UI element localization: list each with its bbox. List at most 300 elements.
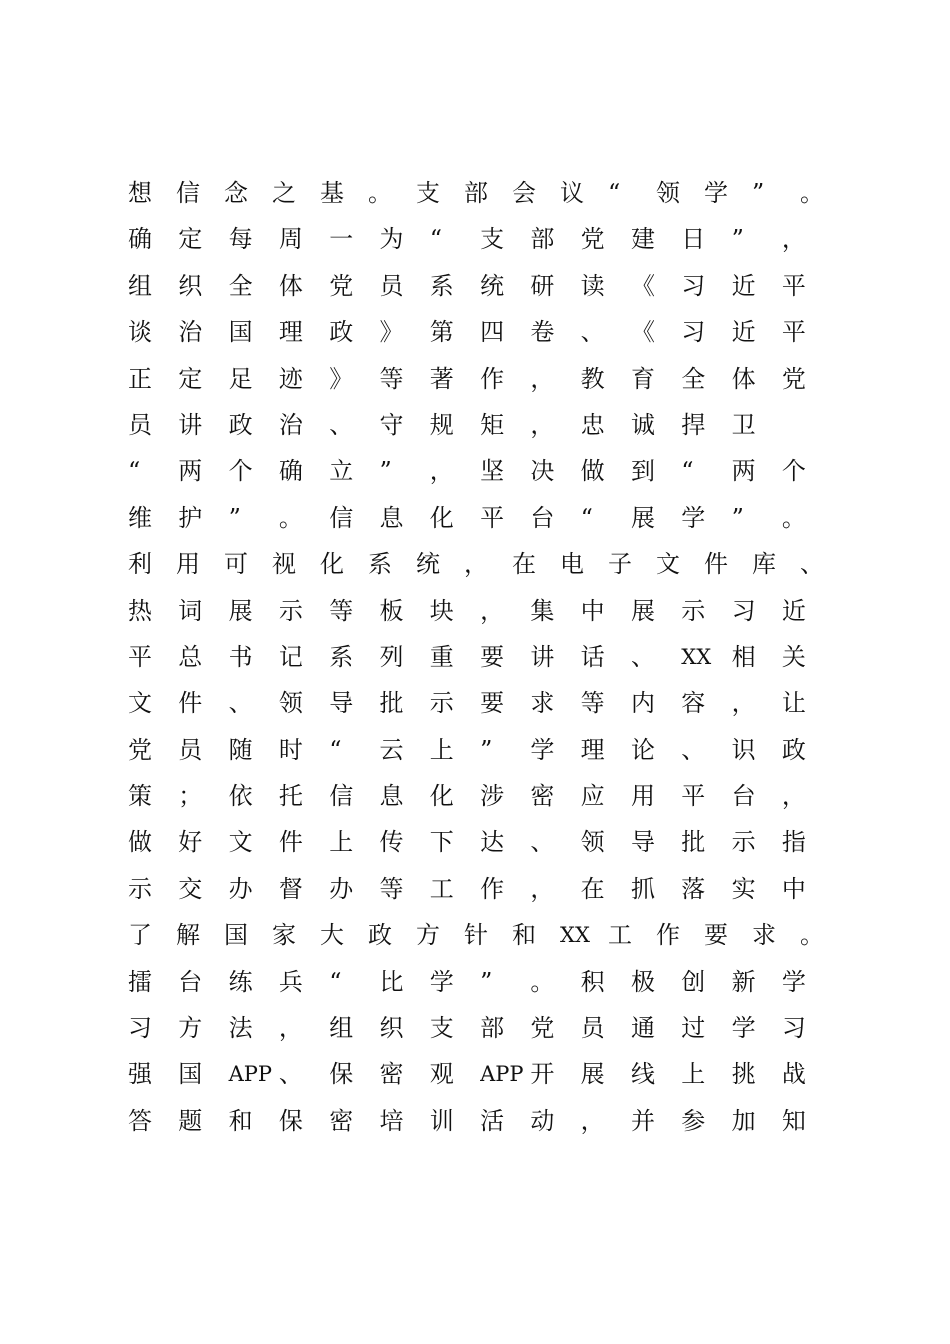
glyph: 训 xyxy=(429,1106,454,1135)
glyph: 平 xyxy=(681,782,706,811)
glyph: 导 xyxy=(630,828,655,857)
glyph: ” xyxy=(731,225,744,254)
body-text xyxy=(128,170,848,1144)
glyph: 和 xyxy=(512,921,536,950)
glyph: 化 xyxy=(429,782,454,811)
text-line xyxy=(128,495,848,541)
glyph: 矩 xyxy=(480,410,505,439)
text-line xyxy=(128,448,848,494)
glyph: 政 xyxy=(228,410,253,439)
glyph: 强 xyxy=(128,1060,152,1089)
glyph: 可 xyxy=(224,550,248,579)
glyph: 组 xyxy=(128,271,152,300)
glyph: 、 xyxy=(329,410,354,439)
glyph: 体 xyxy=(731,364,756,393)
glyph: 作 xyxy=(480,364,505,393)
glyph: 过 xyxy=(681,1014,706,1043)
glyph: 交 xyxy=(178,874,203,903)
glyph: 日 xyxy=(681,225,706,254)
glyph: 工 xyxy=(429,874,454,903)
glyph: 新 xyxy=(731,967,756,996)
glyph: 等 xyxy=(329,596,354,625)
glyph: 家 xyxy=(272,921,296,950)
glyph: 办 xyxy=(228,874,253,903)
glyph: 擂 xyxy=(128,967,152,996)
glyph: 、 xyxy=(681,735,706,764)
glyph: 上 xyxy=(429,735,454,764)
glyph: 员 xyxy=(580,1014,605,1043)
glyph: ， xyxy=(580,1106,605,1135)
glyph: 、 xyxy=(278,1060,303,1089)
glyph: 答 xyxy=(128,1106,152,1135)
glyph: 件 xyxy=(278,828,303,857)
glyph: 策 xyxy=(128,782,152,811)
text-line xyxy=(128,819,848,865)
glyph: 等 xyxy=(580,689,605,718)
glyph: 子 xyxy=(608,550,632,579)
glyph: 线 xyxy=(630,1060,655,1089)
glyph: 文 xyxy=(128,689,152,718)
glyph: 党 xyxy=(329,271,354,300)
glyph: 列 xyxy=(379,642,404,671)
glyph: 督 xyxy=(278,874,303,903)
glyph: 参 xyxy=(681,1106,706,1135)
text-line xyxy=(128,680,848,726)
text-line xyxy=(128,773,848,819)
glyph: 示 xyxy=(278,596,303,625)
glyph: 云 xyxy=(379,735,404,764)
glyph: 件 xyxy=(704,550,728,579)
glyph: 下 xyxy=(429,828,454,857)
glyph: 织 xyxy=(379,1014,404,1043)
glyph: 坚 xyxy=(480,457,505,486)
glyph: 。 xyxy=(368,179,392,207)
glyph: 容 xyxy=(681,689,706,718)
glyph: 题 xyxy=(178,1106,203,1135)
glyph: 知 xyxy=(781,1106,806,1135)
glyph: XX xyxy=(560,923,590,948)
glyph: 展 xyxy=(580,1060,605,1089)
glyph: 在 xyxy=(512,550,536,579)
glyph: 视 xyxy=(272,550,296,579)
glyph: 用 xyxy=(630,782,655,811)
glyph: 办 xyxy=(329,874,354,903)
glyph: 示 xyxy=(731,828,756,857)
glyph: 积 xyxy=(580,967,605,996)
glyph: 创 xyxy=(681,967,706,996)
glyph: 、 xyxy=(580,318,605,347)
glyph: 好 xyxy=(178,828,203,857)
glyph: 每 xyxy=(228,225,253,254)
glyph: 卫 xyxy=(731,410,756,439)
glyph: 批 xyxy=(379,689,404,718)
glyph: 诚 xyxy=(630,410,655,439)
glyph: 《 xyxy=(630,318,655,347)
glyph: 国 xyxy=(228,318,253,347)
glyph: 等 xyxy=(379,364,404,393)
glyph: 观 xyxy=(429,1060,454,1089)
glyph: ， xyxy=(429,457,454,486)
glyph: 护 xyxy=(178,503,203,532)
glyph: 中 xyxy=(781,874,806,903)
glyph: 等 xyxy=(379,874,404,903)
glyph: ” xyxy=(752,179,765,207)
glyph: “ xyxy=(329,967,342,996)
glyph: 工 xyxy=(608,921,632,950)
glyph: 到 xyxy=(630,457,655,486)
glyph: 领 xyxy=(278,689,303,718)
glyph: 捍 xyxy=(681,410,706,439)
text-line xyxy=(128,1051,848,1097)
glyph: 忠 xyxy=(580,410,605,439)
glyph: ” xyxy=(228,503,241,532)
glyph: 抓 xyxy=(630,874,655,903)
text-line xyxy=(128,727,848,773)
glyph: 保 xyxy=(278,1106,303,1135)
glyph: 做 xyxy=(128,828,152,857)
glyph: 板 xyxy=(379,596,404,625)
glyph: 念 xyxy=(224,179,248,207)
glyph: 之 xyxy=(272,179,296,207)
glyph: 方 xyxy=(416,921,440,950)
glyph: 上 xyxy=(329,828,354,857)
glyph: 台 xyxy=(530,503,555,532)
text-line xyxy=(128,1098,848,1144)
glyph: 识 xyxy=(731,735,756,764)
glyph: 政 xyxy=(781,735,806,764)
glyph: 传 xyxy=(379,828,404,857)
glyph: 周 xyxy=(278,225,303,254)
glyph: 培 xyxy=(379,1106,404,1135)
glyph: “ xyxy=(329,735,342,764)
glyph: 党 xyxy=(580,225,605,254)
glyph: 体 xyxy=(278,271,303,300)
glyph: 习 xyxy=(781,1014,806,1043)
glyph: 通 xyxy=(630,1014,655,1043)
glyph: 平 xyxy=(781,271,806,300)
glyph: 利 xyxy=(128,550,152,579)
glyph: 指 xyxy=(781,828,806,857)
glyph: 治 xyxy=(278,410,303,439)
glyph: 近 xyxy=(731,318,756,347)
glyph: APP xyxy=(480,1062,524,1087)
text-line xyxy=(128,912,848,958)
glyph: 讲 xyxy=(178,410,203,439)
glyph: 解 xyxy=(176,921,200,950)
glyph: 》 xyxy=(329,364,354,393)
glyph: 内 xyxy=(630,689,655,718)
glyph: 化 xyxy=(429,503,454,532)
glyph: 保 xyxy=(329,1060,354,1089)
glyph: 动 xyxy=(530,1106,555,1135)
glyph: ” xyxy=(731,503,744,532)
glyph: 学 xyxy=(429,967,454,996)
glyph: 、 xyxy=(800,550,824,579)
glyph: 议 xyxy=(560,179,584,207)
glyph: 息 xyxy=(379,503,404,532)
glyph: APP xyxy=(228,1062,273,1087)
glyph: 书 xyxy=(228,642,253,671)
glyph: 政 xyxy=(368,921,392,950)
glyph: 集 xyxy=(530,596,555,625)
glyph: 个 xyxy=(228,457,253,486)
glyph: 领 xyxy=(580,828,605,857)
glyph: 应 xyxy=(580,782,605,811)
glyph: 《 xyxy=(630,271,655,300)
glyph: 大 xyxy=(320,921,344,950)
glyph: 平 xyxy=(480,503,505,532)
glyph: 。 xyxy=(781,503,806,532)
glyph: 密 xyxy=(379,1060,404,1089)
glyph: 极 xyxy=(630,967,655,996)
glyph: 记 xyxy=(278,642,303,671)
text-line xyxy=(128,216,848,262)
glyph: 活 xyxy=(480,1106,505,1135)
glyph: ” xyxy=(480,735,493,764)
glyph: 开 xyxy=(530,1060,555,1089)
glyph: 学 xyxy=(530,735,555,764)
glyph: 定 xyxy=(178,225,203,254)
text-line xyxy=(128,588,848,634)
glyph: 支 xyxy=(416,179,440,207)
glyph: 学 xyxy=(704,179,728,207)
glyph: 。 xyxy=(278,503,303,532)
glyph: 学 xyxy=(681,503,706,532)
glyph: 员 xyxy=(379,271,404,300)
glyph: 支 xyxy=(429,1014,454,1043)
glyph: 了 xyxy=(128,921,152,950)
glyph: 词 xyxy=(178,596,203,625)
glyph: 正 xyxy=(128,364,152,393)
glyph: 比 xyxy=(379,967,404,996)
text-line xyxy=(128,402,848,448)
glyph: 电 xyxy=(560,550,584,579)
glyph: 部 xyxy=(464,179,488,207)
glyph: 治 xyxy=(178,318,203,347)
glyph: 加 xyxy=(731,1106,756,1135)
glyph: 信 xyxy=(329,782,354,811)
glyph: 批 xyxy=(681,828,706,857)
glyph: 要 xyxy=(480,689,505,718)
glyph: 要 xyxy=(704,921,728,950)
glyph: ； xyxy=(178,782,203,811)
glyph: 依 xyxy=(228,782,253,811)
glyph: 学 xyxy=(731,1014,756,1043)
glyph: 随 xyxy=(228,735,253,764)
glyph: XX xyxy=(681,644,712,669)
glyph: 领 xyxy=(656,179,680,207)
glyph: 读 xyxy=(580,271,605,300)
glyph: 个 xyxy=(781,457,806,486)
glyph: 时 xyxy=(278,735,303,764)
glyph: 第 xyxy=(429,318,454,347)
glyph: 作 xyxy=(656,921,680,950)
glyph: ， xyxy=(278,1014,303,1043)
glyph: “ xyxy=(681,457,694,486)
glyph: 全 xyxy=(681,364,706,393)
glyph: “ xyxy=(608,179,621,207)
glyph: 中 xyxy=(580,596,605,625)
glyph: 并 xyxy=(630,1106,655,1135)
glyph: 迹 xyxy=(278,364,303,393)
glyph: ， xyxy=(731,689,756,718)
glyph: 系 xyxy=(368,550,392,579)
glyph: 讲 xyxy=(530,642,555,671)
glyph: 政 xyxy=(329,318,354,347)
glyph: 挑 xyxy=(731,1060,756,1089)
text-line xyxy=(128,959,848,1005)
text-line xyxy=(128,309,848,355)
glyph: ， xyxy=(464,550,488,579)
glyph: 求 xyxy=(530,689,555,718)
glyph: 文 xyxy=(656,550,680,579)
glyph: 信 xyxy=(176,179,200,207)
glyph: 导 xyxy=(329,689,354,718)
glyph: ， xyxy=(530,874,555,903)
glyph: 密 xyxy=(329,1106,354,1135)
glyph: 习 xyxy=(681,318,706,347)
glyph: 著 xyxy=(429,364,454,393)
glyph: 想 xyxy=(128,179,152,207)
glyph: 息 xyxy=(379,782,404,811)
glyph: 、 xyxy=(630,642,655,671)
text-line xyxy=(128,634,848,680)
glyph: 定 xyxy=(178,364,203,393)
glyph: 确 xyxy=(128,225,152,254)
text-line xyxy=(128,541,848,587)
glyph: 练 xyxy=(228,967,253,996)
glyph: 。 xyxy=(800,179,824,207)
glyph: 系 xyxy=(429,271,454,300)
glyph: 让 xyxy=(781,689,806,718)
glyph: 、 xyxy=(530,828,555,857)
glyph: 针 xyxy=(464,921,488,950)
glyph: 上 xyxy=(681,1060,706,1089)
glyph: 平 xyxy=(781,318,806,347)
glyph: 展 xyxy=(630,596,655,625)
glyph: 党 xyxy=(530,1014,555,1043)
glyph: 做 xyxy=(580,457,605,486)
glyph: 建 xyxy=(630,225,655,254)
glyph: 育 xyxy=(630,364,655,393)
glyph: 习 xyxy=(128,1014,152,1043)
glyph: 党 xyxy=(781,364,806,393)
glyph: 。 xyxy=(800,921,824,950)
glyph: 重 xyxy=(429,642,454,671)
glyph: 库 xyxy=(752,550,776,579)
glyph: 作 xyxy=(480,874,505,903)
glyph: 部 xyxy=(480,1014,505,1043)
glyph: 党 xyxy=(128,735,152,764)
glyph: 立 xyxy=(329,457,354,486)
glyph: 两 xyxy=(731,457,756,486)
text-line xyxy=(128,1005,848,1051)
glyph: 密 xyxy=(530,782,555,811)
glyph: 相 xyxy=(731,642,756,671)
glyph: 方 xyxy=(178,1014,203,1043)
glyph: 法 xyxy=(228,1014,253,1043)
glyph: 织 xyxy=(178,271,203,300)
glyph: 谈 xyxy=(128,318,152,347)
glyph: 足 xyxy=(228,364,253,393)
glyph: “ xyxy=(429,225,443,254)
glyph: 基 xyxy=(320,179,344,207)
glyph: 》 xyxy=(379,318,404,347)
text-line xyxy=(128,866,848,912)
glyph: 教 xyxy=(580,364,605,393)
glyph: 理 xyxy=(580,735,605,764)
glyph: 化 xyxy=(320,550,344,579)
glyph: 习 xyxy=(681,271,706,300)
glyph: ， xyxy=(781,782,806,811)
glyph: 支 xyxy=(480,225,505,254)
glyph: 台 xyxy=(178,967,203,996)
glyph: ， xyxy=(530,364,555,393)
glyph: 总 xyxy=(178,642,203,671)
glyph: 近 xyxy=(731,271,756,300)
glyph: 关 xyxy=(781,642,806,671)
glyph: 展 xyxy=(228,596,253,625)
glyph: 话 xyxy=(580,642,605,671)
glyph: 确 xyxy=(278,457,303,486)
glyph: 卷 xyxy=(530,318,555,347)
glyph: 决 xyxy=(530,457,555,486)
glyph: 国 xyxy=(178,1060,203,1089)
glyph: 守 xyxy=(379,410,404,439)
glyph: 展 xyxy=(630,503,655,532)
glyph: 件 xyxy=(178,689,203,718)
glyph: 为 xyxy=(379,225,404,254)
glyph: 求 xyxy=(752,921,776,950)
text-line xyxy=(128,170,848,216)
glyph: 平 xyxy=(128,642,152,671)
glyph: ， xyxy=(781,225,806,254)
glyph: 、 xyxy=(228,689,253,718)
glyph: 信 xyxy=(329,503,354,532)
glyph: 示 xyxy=(429,689,454,718)
glyph: 部 xyxy=(530,225,555,254)
glyph: 统 xyxy=(480,271,505,300)
glyph: 国 xyxy=(224,921,248,950)
glyph: 实 xyxy=(731,874,756,903)
glyph: ” xyxy=(480,967,493,996)
glyph: 涉 xyxy=(480,782,505,811)
glyph: 示 xyxy=(128,874,152,903)
glyph: 用 xyxy=(176,550,200,579)
glyph: 理 xyxy=(278,318,303,347)
glyph: 和 xyxy=(228,1106,253,1135)
glyph: ， xyxy=(530,410,555,439)
glyph: 学 xyxy=(781,967,806,996)
glyph: “ xyxy=(128,457,141,486)
glyph: 台 xyxy=(731,782,756,811)
glyph: 。 xyxy=(530,967,555,996)
glyph: 统 xyxy=(416,550,440,579)
glyph: 论 xyxy=(630,735,655,764)
glyph: 习 xyxy=(731,596,756,625)
glyph: “ xyxy=(580,503,593,532)
glyph: 规 xyxy=(429,410,454,439)
glyph: 文 xyxy=(228,828,253,857)
glyph: 兵 xyxy=(278,967,303,996)
glyph: 研 xyxy=(530,271,555,300)
glyph: 达 xyxy=(480,828,505,857)
glyph: 近 xyxy=(781,596,806,625)
glyph: 要 xyxy=(480,642,505,671)
glyph: 会 xyxy=(512,179,536,207)
glyph: 托 xyxy=(278,782,303,811)
glyph: 四 xyxy=(480,318,505,347)
